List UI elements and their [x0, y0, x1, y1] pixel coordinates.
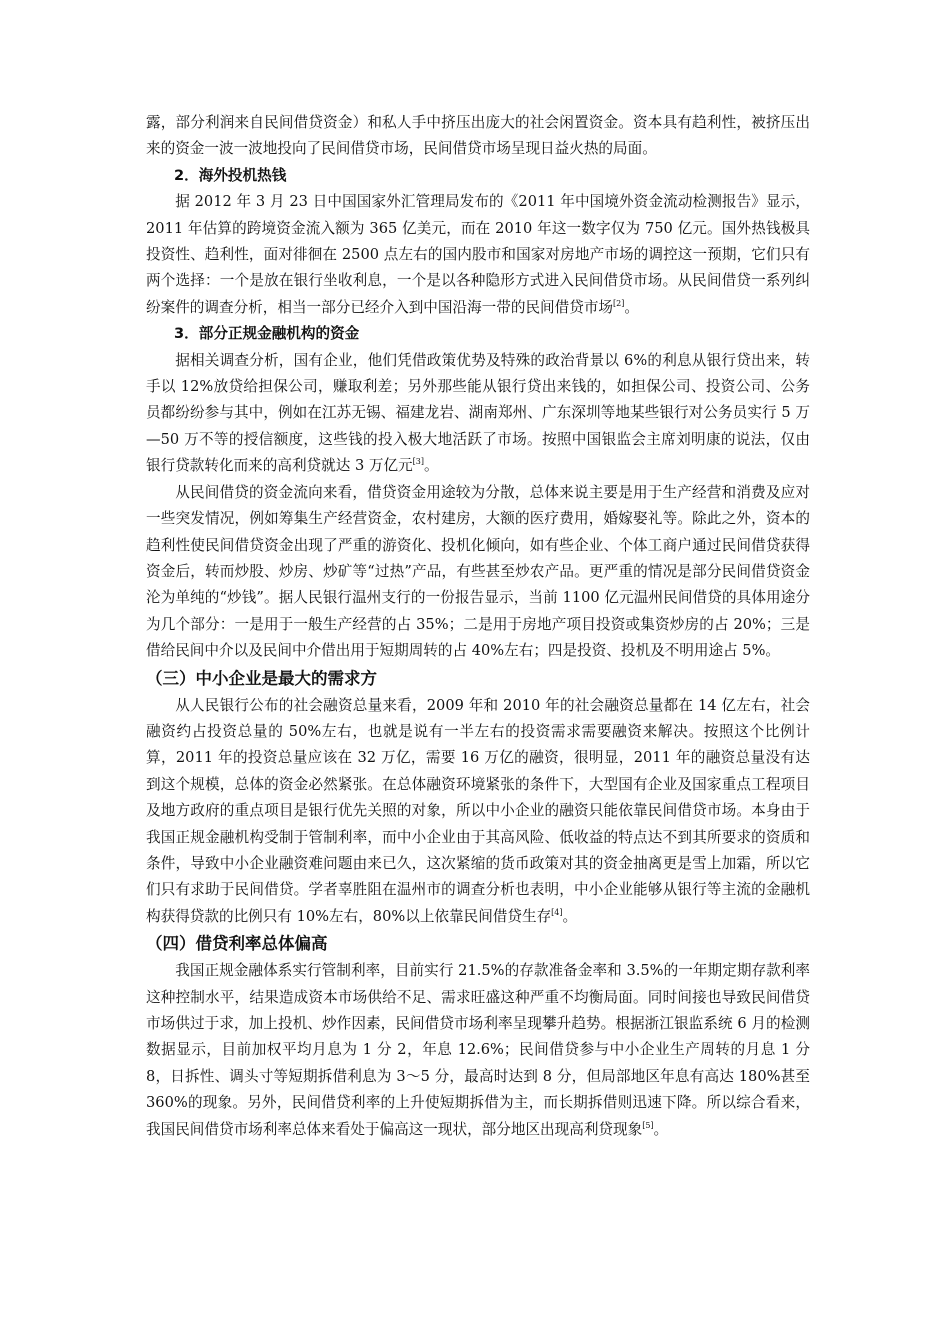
citation-ref: [3]: [412, 457, 425, 467]
paragraph-interest-rates: 我国正规金融体系实行管制利率，目前实行 21.5%的存款准备金率和 3.5%的一年期定期存款利率这种控制水平，结果造成资本市场供给不足、需求旺盛这种严重不均衡局面。同时间接也导致民间借贷市场供过于求，加上投机、炒作因素，民间借贷市场利率呈现攀升趋势。根据浙江银监系统 6 月的检测数据显示，目前加权平均月息为 1 分 2，年息 12.6%；民间借贷参与中小企业生产周转的月息 1 分 8，日拆性、调头寸等短期拆借利息为 3～5 分，最高时达到 8 分，但局部地区年息有高达 180%甚至 360%的现象。另外，民间借贷利率的上升使短期拆借为主，而长期拆借则迅速下降。所以综合看来，我国民间借贷市场利率总体来看处于偏高这一现状，部分地区出现高利贷现象[5]。: [146, 962, 810, 1138]
subheading-hot-money: 2．海外投机热钱: [174, 166, 287, 184]
paragraph-hot-money: 据 2012 年 3 月 23 日中国国家外汇管理局发布的《2011 年中国境外资金流动检测报告》显示，2011 年估算的跨境资金流入额为 365 亿美元，而在 2010 年这一数字仅为 750 亿元。国外热钱极具投资性、趋利性，面对徘徊在 2500 点左右的国内股市和国家对房地产市场的调控这一预期，它们只有两个选择：一个是放在银行坐收利息，一个是以各种隐形方式进入民间借贷市场。从民间借贷一系列纠纷案件的调查分析，相当一部分已经介入到中国沿海一带的民间借贷市场[2]。: [146, 193, 810, 316]
paragraph-1: 露，部分利润来自民间借贷资金）和私人手中挤压出庞大的社会闲置资金。资本具有趋利性，被挤压出来的资金一波一波地投向了民间借贷市场，民间借贷市场呈现日益火热的局面。: [146, 114, 810, 158]
paragraph-sme-demand: 从人民银行公布的社会融资总量来看，2009 年和 2010 年的社会融资总量都在 14 亿左右，社会融资约占投资总量的 50%左右，也就是说有一半左右的投资需求需要融资来解决。按照这个比例计算，2011 年的投资总量应该在 32 万亿，需要 16 万亿的融资，很明显，2011 年的融资总量没有达到这个规模，总体的资金必然紧张。在总体融资环境紧张的条件下，大型国有企业及国家重点工程项目及地方政府的重点项目是银行优先关照的对象，所以中小企业的融资只能依靠民间借贷市场。本身由于我国正规金融机构受制于管制利率，而中小企业由于其高风险、低收益的特点达不到其所要求的资质和条件，导致中小企业融资难问题由来已久，这次紧缩的货币政策对其的资金抽离更是雪上加霜，所以它们只有求助于民间借贷。学者辜胜阻在温州市的调查分析也表明，中小企业能够从银行等主流的金融机构获得贷款的比例只有 10%左右，80%以上依靠民间借贷生存[4]。: [146, 696, 810, 925]
citation-ref: [4]: [551, 907, 563, 917]
paragraph-fund-flow: 从民间借贷的资金流向来看，借贷资金用途较为分散，总体来说主要是用于生产经营和消费及应对一些突发情况，例如筹集生产经营资金，农村建房，大额的医疗费用，婚嫁娶礼等。除此之外，资本的趋利性使民间借贷资金出现了严重的游资化、投机化倾向，如有些企业、个体工商户通过民间借贷获得资金后，转而炒股、炒房、炒矿等“过热”产品，有些甚至炒农产品。更严重的情况是部分民间借贷资金沦为单纯的“炒钱”。据人民银行温州支行的一份报告显示，当前 1100 亿元温州民间借贷的具体用途分为几个部分：一是用于一般生产经营的占 35%；二是用于房地产项目投资或集资炒房的占 20%；三是借给民间中介以及民间中介借出用于短期周转的占 40%左右；四是投资、投机及不明用途占 5%。: [146, 483, 810, 660]
paragraph-formal-institutions: 据相关调查分析，国有企业，他们凭借政策优势及特殊的政治背景以 6%的利息从银行贷出来，转手以 12%放贷给担保公司，赚取利差；另外那些能从银行贷出来钱的，如担保公司、投资公司、公务员都纷纷参与其中，例如在江苏无锡、福建龙岩、湖南郑州、广东深圳等地某些银行对公务员实行 5 万—50 万不等的授信额度，这些钱的投入极大地活跃了市场。按照中国银监会主席刘明康的说法，仅由银行贷款转化而来的高利贷就达 3 万亿元[3]。: [146, 351, 810, 475]
citation-ref: [2]: [613, 298, 625, 308]
section-heading-interest-rates: （四）借贷利率总体偏高: [146, 934, 328, 954]
citation-ref: [5]: [642, 1120, 654, 1130]
document-page: [146, 110, 810, 1143]
subheading-formal-institutions: 3．部分正规金融机构的资金: [174, 325, 360, 343]
section-heading-sme-demand: （三）中小企业是最大的需求方: [146, 668, 377, 688]
